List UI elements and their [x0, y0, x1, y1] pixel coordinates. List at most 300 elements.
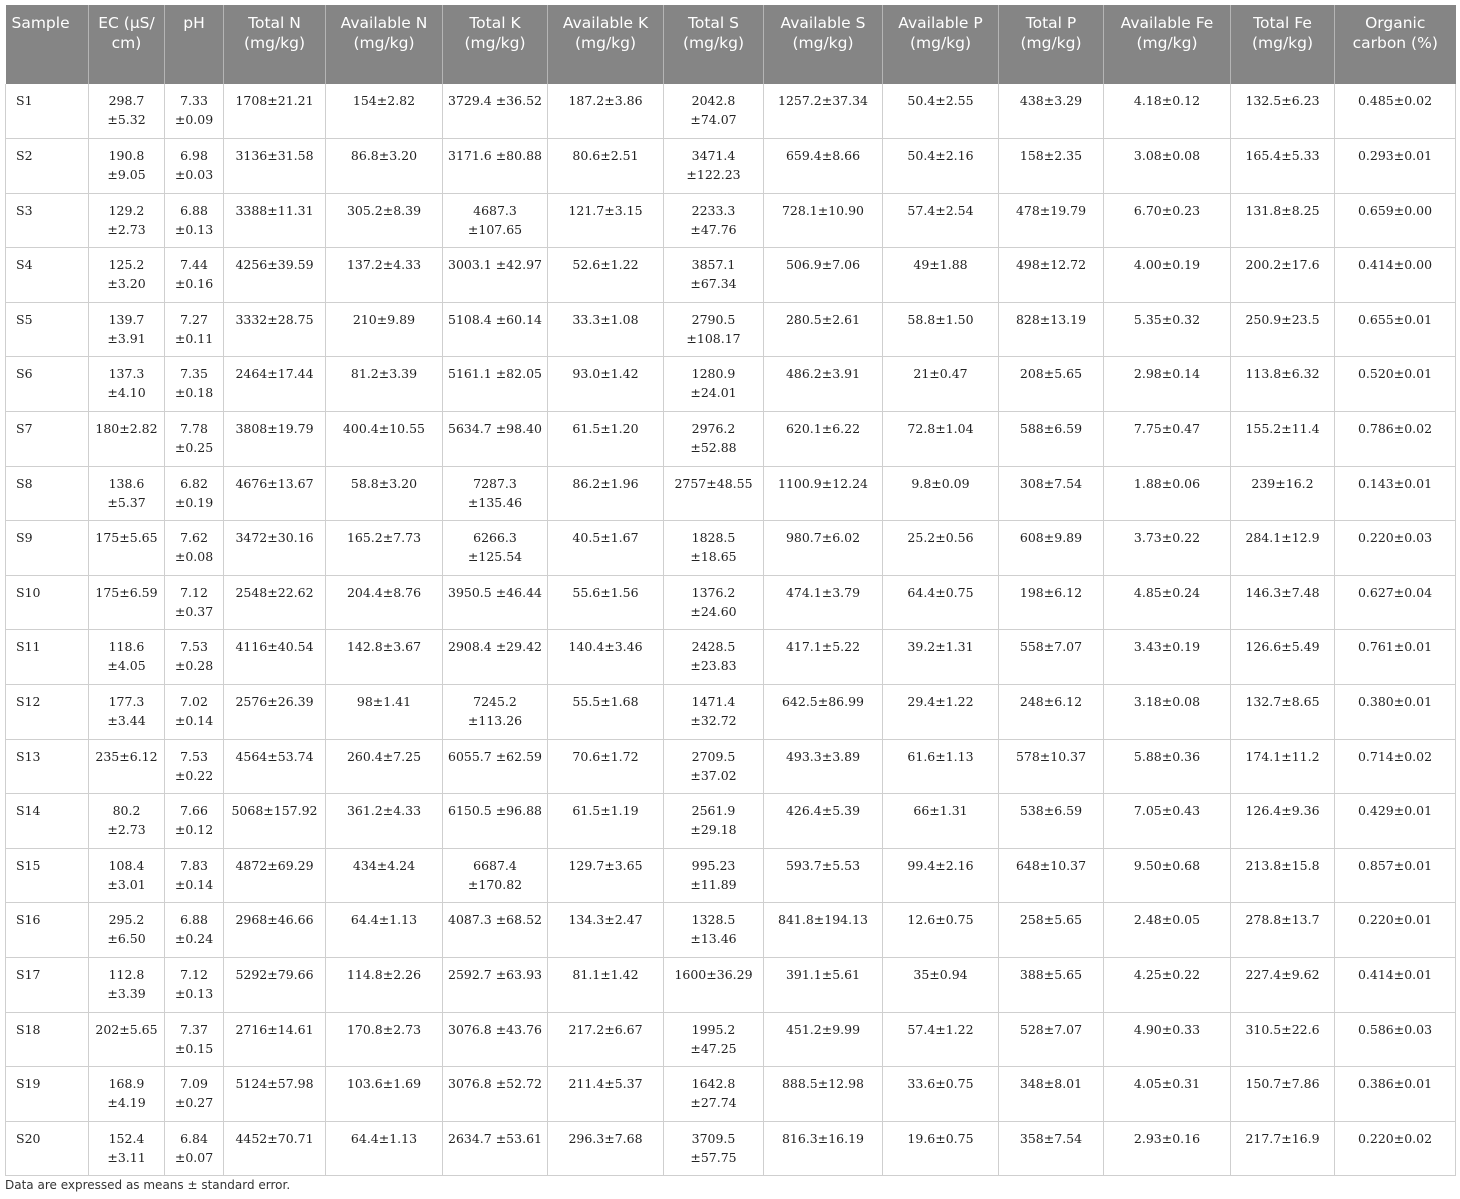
table-cell: 248±6.12: [999, 685, 1104, 740]
table-row: [6, 193, 1456, 248]
table-cell: 588±6.59: [999, 412, 1104, 467]
table-cell: 538±6.59: [999, 794, 1104, 849]
sample-id-cell: S4: [6, 248, 89, 303]
table-cell: 137.3 ±4.10: [89, 357, 165, 412]
sample-id-cell: S8: [6, 466, 89, 521]
table-cell: 284.1±12.9: [1231, 521, 1335, 576]
sample-id-cell: S20: [6, 1121, 89, 1176]
table-cell: 129.2 ±2.73: [89, 193, 165, 248]
table-cell: 2042.8 ±74.07: [664, 84, 764, 139]
table-cell: 5292±79.66: [224, 958, 326, 1013]
table-cell: 52.6±1.22: [548, 248, 664, 303]
table-cell: 0.714±0.02: [1335, 739, 1456, 794]
table-cell: 3.08±0.08: [1104, 139, 1231, 194]
table-cell: 2790.5 ±108.17: [664, 302, 764, 357]
sample-id-cell: S9: [6, 521, 89, 576]
table-cell: 235±6.12: [89, 739, 165, 794]
table-cell: 0.786±0.02: [1335, 412, 1456, 467]
table-cell: 0.293±0.01: [1335, 139, 1456, 194]
table-cell: 108.4 ±3.01: [89, 848, 165, 903]
table-cell: 3.43±0.19: [1104, 630, 1231, 685]
table-cell: 165.2±7.73: [326, 521, 443, 576]
column-header: Total Fe (mg/kg): [1231, 5, 1335, 84]
table-cell: 132.5±6.23: [1231, 84, 1335, 139]
table-cell: 58.8±1.50: [883, 302, 999, 357]
table-cell: 138.6 ±5.37: [89, 466, 165, 521]
table-cell: 0.386±0.01: [1335, 1067, 1456, 1122]
table-cell: 213.8±15.8: [1231, 848, 1335, 903]
table-cell: 217.2±6.67: [548, 1012, 664, 1067]
sample-id-cell: S1: [6, 84, 89, 139]
table-cell: 187.2±3.86: [548, 84, 664, 139]
table-cell: 2464±17.44: [224, 357, 326, 412]
table-cell: 506.9±7.06: [764, 248, 883, 303]
table-cell: 168.9 ±4.19: [89, 1067, 165, 1122]
table-cell: 61.5±1.20: [548, 412, 664, 467]
column-header: Available N (mg/kg): [326, 5, 443, 84]
table-cell: 6.84 ±0.07: [165, 1121, 224, 1176]
table-header: [6, 5, 1456, 84]
table-cell: 4872±69.29: [224, 848, 326, 903]
table-row: [6, 302, 1456, 357]
table-cell: 5.88±0.36: [1104, 739, 1231, 794]
table-cell: 19.6±0.75: [883, 1121, 999, 1176]
table-cell: 1280.9 ±24.01: [664, 357, 764, 412]
table-cell: 642.5±86.99: [764, 685, 883, 740]
table-cell: 478±19.79: [999, 193, 1104, 248]
table-row: [6, 412, 1456, 467]
table-cell: 2.48±0.05: [1104, 903, 1231, 958]
table-cell: 5.35±0.32: [1104, 302, 1231, 357]
table-cell: 66±1.31: [883, 794, 999, 849]
table-cell: 348±8.01: [999, 1067, 1104, 1122]
table-cell: 86.2±1.96: [548, 466, 664, 521]
table-cell: 4.05±0.31: [1104, 1067, 1231, 1122]
table-body: [6, 84, 1456, 1176]
table-cell: 7.83 ±0.14: [165, 848, 224, 903]
table-cell: 728.1±10.90: [764, 193, 883, 248]
table-cell: 3857.1 ±67.34: [664, 248, 764, 303]
sample-id-cell: S7: [6, 412, 89, 467]
table-cell: 528±7.07: [999, 1012, 1104, 1067]
table-cell: 1828.5 ±18.65: [664, 521, 764, 576]
column-header: Available Fe (mg/kg): [1104, 5, 1231, 84]
table-cell: 451.2±9.99: [764, 1012, 883, 1067]
table-row: [6, 794, 1456, 849]
table-cell: 0.220±0.02: [1335, 1121, 1456, 1176]
table-cell: 50.4±2.16: [883, 139, 999, 194]
table-cell: 659.4±8.66: [764, 139, 883, 194]
sample-id-cell: S10: [6, 575, 89, 630]
table-cell: 5068±157.92: [224, 794, 326, 849]
table-row: [6, 357, 1456, 412]
table-cell: 4676±13.67: [224, 466, 326, 521]
table-row: [6, 466, 1456, 521]
table-cell: 12.6±0.75: [883, 903, 999, 958]
table-cell: 55.6±1.56: [548, 575, 664, 630]
table-cell: 55.5±1.68: [548, 685, 664, 740]
table-row: [6, 575, 1456, 630]
sample-id-cell: S15: [6, 848, 89, 903]
table-cell: 308±7.54: [999, 466, 1104, 521]
table-cell: 295.2 ±6.50: [89, 903, 165, 958]
table-footnote: Data are expressed as means ± standard error.: [5, 1178, 291, 1192]
table-cell: 2709.5 ±37.02: [664, 739, 764, 794]
table-cell: 190.8 ±9.05: [89, 139, 165, 194]
table-cell: 3136±31.58: [224, 139, 326, 194]
table-row: [6, 848, 1456, 903]
table-cell: 6.82 ±0.19: [165, 466, 224, 521]
table-row: [6, 903, 1456, 958]
table-cell: 6055.7 ±62.59: [443, 739, 548, 794]
table-cell: 1642.8 ±27.74: [664, 1067, 764, 1122]
table-cell: 1995.2 ±47.25: [664, 1012, 764, 1067]
table-cell: 175±6.59: [89, 575, 165, 630]
table-cell: 81.1±1.42: [548, 958, 664, 1013]
sample-id-cell: S16: [6, 903, 89, 958]
table-cell: 112.8 ±3.39: [89, 958, 165, 1013]
table-cell: 361.2±4.33: [326, 794, 443, 849]
table-cell: 4087.3 ±68.52: [443, 903, 548, 958]
table-cell: 0.380±0.01: [1335, 685, 1456, 740]
table-cell: 140.4±3.46: [548, 630, 664, 685]
column-header: Available P (mg/kg): [883, 5, 999, 84]
table-cell: 493.3±3.89: [764, 739, 883, 794]
sample-id-cell: S17: [6, 958, 89, 1013]
table-cell: 5161.1 ±82.05: [443, 357, 548, 412]
table-cell: 1708±21.21: [224, 84, 326, 139]
table-cell: 33.6±0.75: [883, 1067, 999, 1122]
column-header: Total K (mg/kg): [443, 5, 548, 84]
table-cell: 103.6±1.69: [326, 1067, 443, 1122]
table-row: [6, 84, 1456, 139]
table-cell: 0.429±0.01: [1335, 794, 1456, 849]
table-cell: 25.2±0.56: [883, 521, 999, 576]
table-cell: 210±9.89: [326, 302, 443, 357]
table-cell: 7.66 ±0.12: [165, 794, 224, 849]
table-row: [6, 1012, 1456, 1067]
table-cell: 174.1±11.2: [1231, 739, 1335, 794]
table-cell: 211.4±5.37: [548, 1067, 664, 1122]
table-cell: 57.4±1.22: [883, 1012, 999, 1067]
table-cell: 3076.8 ±52.72: [443, 1067, 548, 1122]
table-cell: 72.8±1.04: [883, 412, 999, 467]
table-cell: 2716±14.61: [224, 1012, 326, 1067]
table-cell: 114.8±2.26: [326, 958, 443, 1013]
table-cell: 296.3±7.68: [548, 1121, 664, 1176]
table-row: [6, 685, 1456, 740]
table-cell: 4687.3 ±107.65: [443, 193, 548, 248]
column-header: Sample: [6, 5, 89, 84]
table-cell: 250.9±23.5: [1231, 302, 1335, 357]
table-cell: 2428.5 ±23.83: [664, 630, 764, 685]
table-cell: 129.7±3.65: [548, 848, 664, 903]
table-cell: 0.655±0.01: [1335, 302, 1456, 357]
table-cell: 1.88±0.06: [1104, 466, 1231, 521]
table-cell: 152.4 ±3.11: [89, 1121, 165, 1176]
column-header: Organic carbon (%): [1335, 5, 1456, 84]
table-cell: 2757±48.55: [664, 466, 764, 521]
table-cell: 177.3 ±3.44: [89, 685, 165, 740]
table-cell: 0.414±0.01: [1335, 958, 1456, 1013]
table-cell: 7.44 ±0.16: [165, 248, 224, 303]
table-cell: 298.7 ±5.32: [89, 84, 165, 139]
table-cell: 155.2±11.4: [1231, 412, 1335, 467]
table-cell: 5634.7 ±98.40: [443, 412, 548, 467]
table-cell: 154±2.82: [326, 84, 443, 139]
table-cell: 0.761±0.01: [1335, 630, 1456, 685]
table-cell: 7.62 ±0.08: [165, 521, 224, 576]
table-cell: 417.1±5.22: [764, 630, 883, 685]
table-cell: 558±7.07: [999, 630, 1104, 685]
table-cell: 113.8±6.32: [1231, 357, 1335, 412]
table-cell: 2908.4 ±29.42: [443, 630, 548, 685]
table-cell: 2561.9 ±29.18: [664, 794, 764, 849]
table-cell: 1100.9±12.24: [764, 466, 883, 521]
table-cell: 0.520±0.01: [1335, 357, 1456, 412]
table-cell: 7.02 ±0.14: [165, 685, 224, 740]
table-cell: 121.7±3.15: [548, 193, 664, 248]
table-cell: 4116±40.54: [224, 630, 326, 685]
column-header: Available K (mg/kg): [548, 5, 664, 84]
table-cell: 21±0.47: [883, 357, 999, 412]
table-cell: 7245.2 ±113.26: [443, 685, 548, 740]
table-row: [6, 739, 1456, 794]
table-cell: 146.3±7.48: [1231, 575, 1335, 630]
table-cell: 2548±22.62: [224, 575, 326, 630]
table-cell: 400.4±10.55: [326, 412, 443, 467]
sample-id-cell: S12: [6, 685, 89, 740]
table-cell: 6687.4 ±170.82: [443, 848, 548, 903]
table-cell: 58.8±3.20: [326, 466, 443, 521]
table-cell: 80.2 ±2.73: [89, 794, 165, 849]
table-cell: 426.4±5.39: [764, 794, 883, 849]
table-cell: 6.70±0.23: [1104, 193, 1231, 248]
table-cell: 175±5.65: [89, 521, 165, 576]
table-cell: 81.2±3.39: [326, 357, 443, 412]
table-cell: 2233.3 ±47.76: [664, 193, 764, 248]
table-cell: 61.6±1.13: [883, 739, 999, 794]
table-cell: 64.4±1.13: [326, 903, 443, 958]
table-cell: 5124±57.98: [224, 1067, 326, 1122]
table-cell: 80.6±2.51: [548, 139, 664, 194]
table-cell: 6.88 ±0.13: [165, 193, 224, 248]
table-cell: 64.4±0.75: [883, 575, 999, 630]
table-cell: 33.3±1.08: [548, 302, 664, 357]
table-cell: 158±2.35: [999, 139, 1104, 194]
table-cell: 828±13.19: [999, 302, 1104, 357]
table-cell: 0.659±0.00: [1335, 193, 1456, 248]
column-header: Total N (mg/kg): [224, 5, 326, 84]
table-cell: 1600±36.29: [664, 958, 764, 1013]
table-cell: 278.8±13.7: [1231, 903, 1335, 958]
table-cell: 3.18±0.08: [1104, 685, 1231, 740]
table-cell: 2576±26.39: [224, 685, 326, 740]
table-cell: 3332±28.75: [224, 302, 326, 357]
table-cell: 132.7±8.65: [1231, 685, 1335, 740]
table-cell: 4256±39.59: [224, 248, 326, 303]
table-cell: 227.4±9.62: [1231, 958, 1335, 1013]
table-cell: 50.4±2.55: [883, 84, 999, 139]
table-cell: 486.2±3.91: [764, 357, 883, 412]
table-cell: 126.6±5.49: [1231, 630, 1335, 685]
table-cell: 6266.3 ±125.54: [443, 521, 548, 576]
table-cell: 7.53 ±0.28: [165, 630, 224, 685]
table-row: [6, 139, 1456, 194]
table-cell: 0.586±0.03: [1335, 1012, 1456, 1067]
table-cell: 258±5.65: [999, 903, 1104, 958]
table-cell: 7.78 ±0.25: [165, 412, 224, 467]
table-cell: 280.5±2.61: [764, 302, 883, 357]
soil-properties-table-container: [5, 5, 1455, 1176]
table-cell: 170.8±2.73: [326, 1012, 443, 1067]
table-cell: 3471.4 ±122.23: [664, 139, 764, 194]
table-cell: 202±5.65: [89, 1012, 165, 1067]
header-row: [6, 5, 1456, 84]
table-cell: 1471.4 ±32.72: [664, 685, 764, 740]
sample-id-cell: S11: [6, 630, 89, 685]
table-cell: 200.2±17.6: [1231, 248, 1335, 303]
column-header: Total S (mg/kg): [664, 5, 764, 84]
table-cell: 0.857±0.01: [1335, 848, 1456, 903]
table-cell: 70.6±1.72: [548, 739, 664, 794]
table-cell: 125.2 ±3.20: [89, 248, 165, 303]
table-cell: 1328.5 ±13.46: [664, 903, 764, 958]
table-cell: 7.35 ±0.18: [165, 357, 224, 412]
table-cell: 3472±30.16: [224, 521, 326, 576]
column-header: Total P (mg/kg): [999, 5, 1104, 84]
table-cell: 134.3±2.47: [548, 903, 664, 958]
table-cell: 2.93±0.16: [1104, 1121, 1231, 1176]
table-cell: 578±10.37: [999, 739, 1104, 794]
table-cell: 3171.6 ±80.88: [443, 139, 548, 194]
table-cell: 0.414±0.00: [1335, 248, 1456, 303]
table-cell: 995.23 ±11.89: [664, 848, 764, 903]
table-cell: 6150.5 ±96.88: [443, 794, 548, 849]
table-cell: 208±5.65: [999, 357, 1104, 412]
table-cell: 305.2±8.39: [326, 193, 443, 248]
table-cell: 7.53 ±0.22: [165, 739, 224, 794]
table-cell: 0.220±0.03: [1335, 521, 1456, 576]
table-cell: 474.1±3.79: [764, 575, 883, 630]
table-cell: 6.98 ±0.03: [165, 139, 224, 194]
table-cell: 7.27 ±0.11: [165, 302, 224, 357]
table-cell: 0.220±0.01: [1335, 903, 1456, 958]
table-row: [6, 1121, 1456, 1176]
table-cell: 0.143±0.01: [1335, 466, 1456, 521]
table-cell: 7.12 ±0.37: [165, 575, 224, 630]
table-cell: 2968±46.66: [224, 903, 326, 958]
table-cell: 7.09 ±0.27: [165, 1067, 224, 1122]
table-cell: 816.3±16.19: [764, 1121, 883, 1176]
table-row: [6, 521, 1456, 576]
table-cell: 358±7.54: [999, 1121, 1104, 1176]
table-cell: 260.4±7.25: [326, 739, 443, 794]
table-cell: 388±5.65: [999, 958, 1104, 1013]
table-cell: 3950.5 ±46.44: [443, 575, 548, 630]
table-cell: 40.5±1.67: [548, 521, 664, 576]
table-cell: 2592.7 ±63.93: [443, 958, 548, 1013]
table-cell: 7.33 ±0.09: [165, 84, 224, 139]
table-cell: 5108.4 ±60.14: [443, 302, 548, 357]
sample-id-cell: S14: [6, 794, 89, 849]
sample-id-cell: S18: [6, 1012, 89, 1067]
table-cell: 93.0±1.42: [548, 357, 664, 412]
sample-id-cell: S19: [6, 1067, 89, 1122]
table-cell: 150.7±7.86: [1231, 1067, 1335, 1122]
table-cell: 98±1.41: [326, 685, 443, 740]
table-cell: 7.75±0.47: [1104, 412, 1231, 467]
table-cell: 2.98±0.14: [1104, 357, 1231, 412]
table-cell: 841.8±194.13: [764, 903, 883, 958]
table-cell: 239±16.2: [1231, 466, 1335, 521]
table-cell: 217.7±16.9: [1231, 1121, 1335, 1176]
sample-id-cell: S2: [6, 139, 89, 194]
table-cell: 648±10.37: [999, 848, 1104, 903]
table-cell: 39.2±1.31: [883, 630, 999, 685]
table-cell: 620.1±6.22: [764, 412, 883, 467]
table-row: [6, 630, 1456, 685]
table-cell: 3808±19.79: [224, 412, 326, 467]
table-cell: 391.1±5.61: [764, 958, 883, 1013]
table-cell: 3.73±0.22: [1104, 521, 1231, 576]
table-cell: 3729.4 ±36.52: [443, 84, 548, 139]
table-cell: 498±12.72: [999, 248, 1104, 303]
table-cell: 142.8±3.67: [326, 630, 443, 685]
table-cell: 1376.2 ±24.60: [664, 575, 764, 630]
table-cell: 434±4.24: [326, 848, 443, 903]
table-cell: 888.5±12.98: [764, 1067, 883, 1122]
table-cell: 1257.2±37.34: [764, 84, 883, 139]
table-cell: 9.50±0.68: [1104, 848, 1231, 903]
table-cell: 980.7±6.02: [764, 521, 883, 576]
column-header: pH: [165, 5, 224, 84]
table-cell: 4564±53.74: [224, 739, 326, 794]
table-cell: 139.7 ±3.91: [89, 302, 165, 357]
table-cell: 2634.7 ±53.61: [443, 1121, 548, 1176]
table-cell: 126.4±9.36: [1231, 794, 1335, 849]
table-cell: 0.485±0.02: [1335, 84, 1456, 139]
soil-properties-table: [5, 5, 1456, 1176]
table-cell: 137.2±4.33: [326, 248, 443, 303]
table-cell: 7287.3 ±135.46: [443, 466, 548, 521]
table-cell: 64.4±1.13: [326, 1121, 443, 1176]
table-cell: 0.627±0.04: [1335, 575, 1456, 630]
table-cell: 180±2.82: [89, 412, 165, 467]
table-cell: 2976.2 ±52.88: [664, 412, 764, 467]
table-cell: 608±9.89: [999, 521, 1104, 576]
table-row: [6, 958, 1456, 1013]
column-header: EC (µS/ cm): [89, 5, 165, 84]
table-cell: 198±6.12: [999, 575, 1104, 630]
table-cell: 4.18±0.12: [1104, 84, 1231, 139]
table-cell: 57.4±2.54: [883, 193, 999, 248]
table-row: [6, 1067, 1456, 1122]
table-cell: 438±3.29: [999, 84, 1104, 139]
sample-id-cell: S5: [6, 302, 89, 357]
table-cell: 49±1.88: [883, 248, 999, 303]
table-cell: 9.8±0.09: [883, 466, 999, 521]
table-cell: 3076.8 ±43.76: [443, 1012, 548, 1067]
table-cell: 7.05±0.43: [1104, 794, 1231, 849]
table-cell: 4.00±0.19: [1104, 248, 1231, 303]
table-cell: 86.8±3.20: [326, 139, 443, 194]
table-cell: 4.25±0.22: [1104, 958, 1231, 1013]
sample-id-cell: S3: [6, 193, 89, 248]
table-cell: 3709.5 ±57.75: [664, 1121, 764, 1176]
table-cell: 310.5±22.6: [1231, 1012, 1335, 1067]
table-cell: 204.4±8.76: [326, 575, 443, 630]
